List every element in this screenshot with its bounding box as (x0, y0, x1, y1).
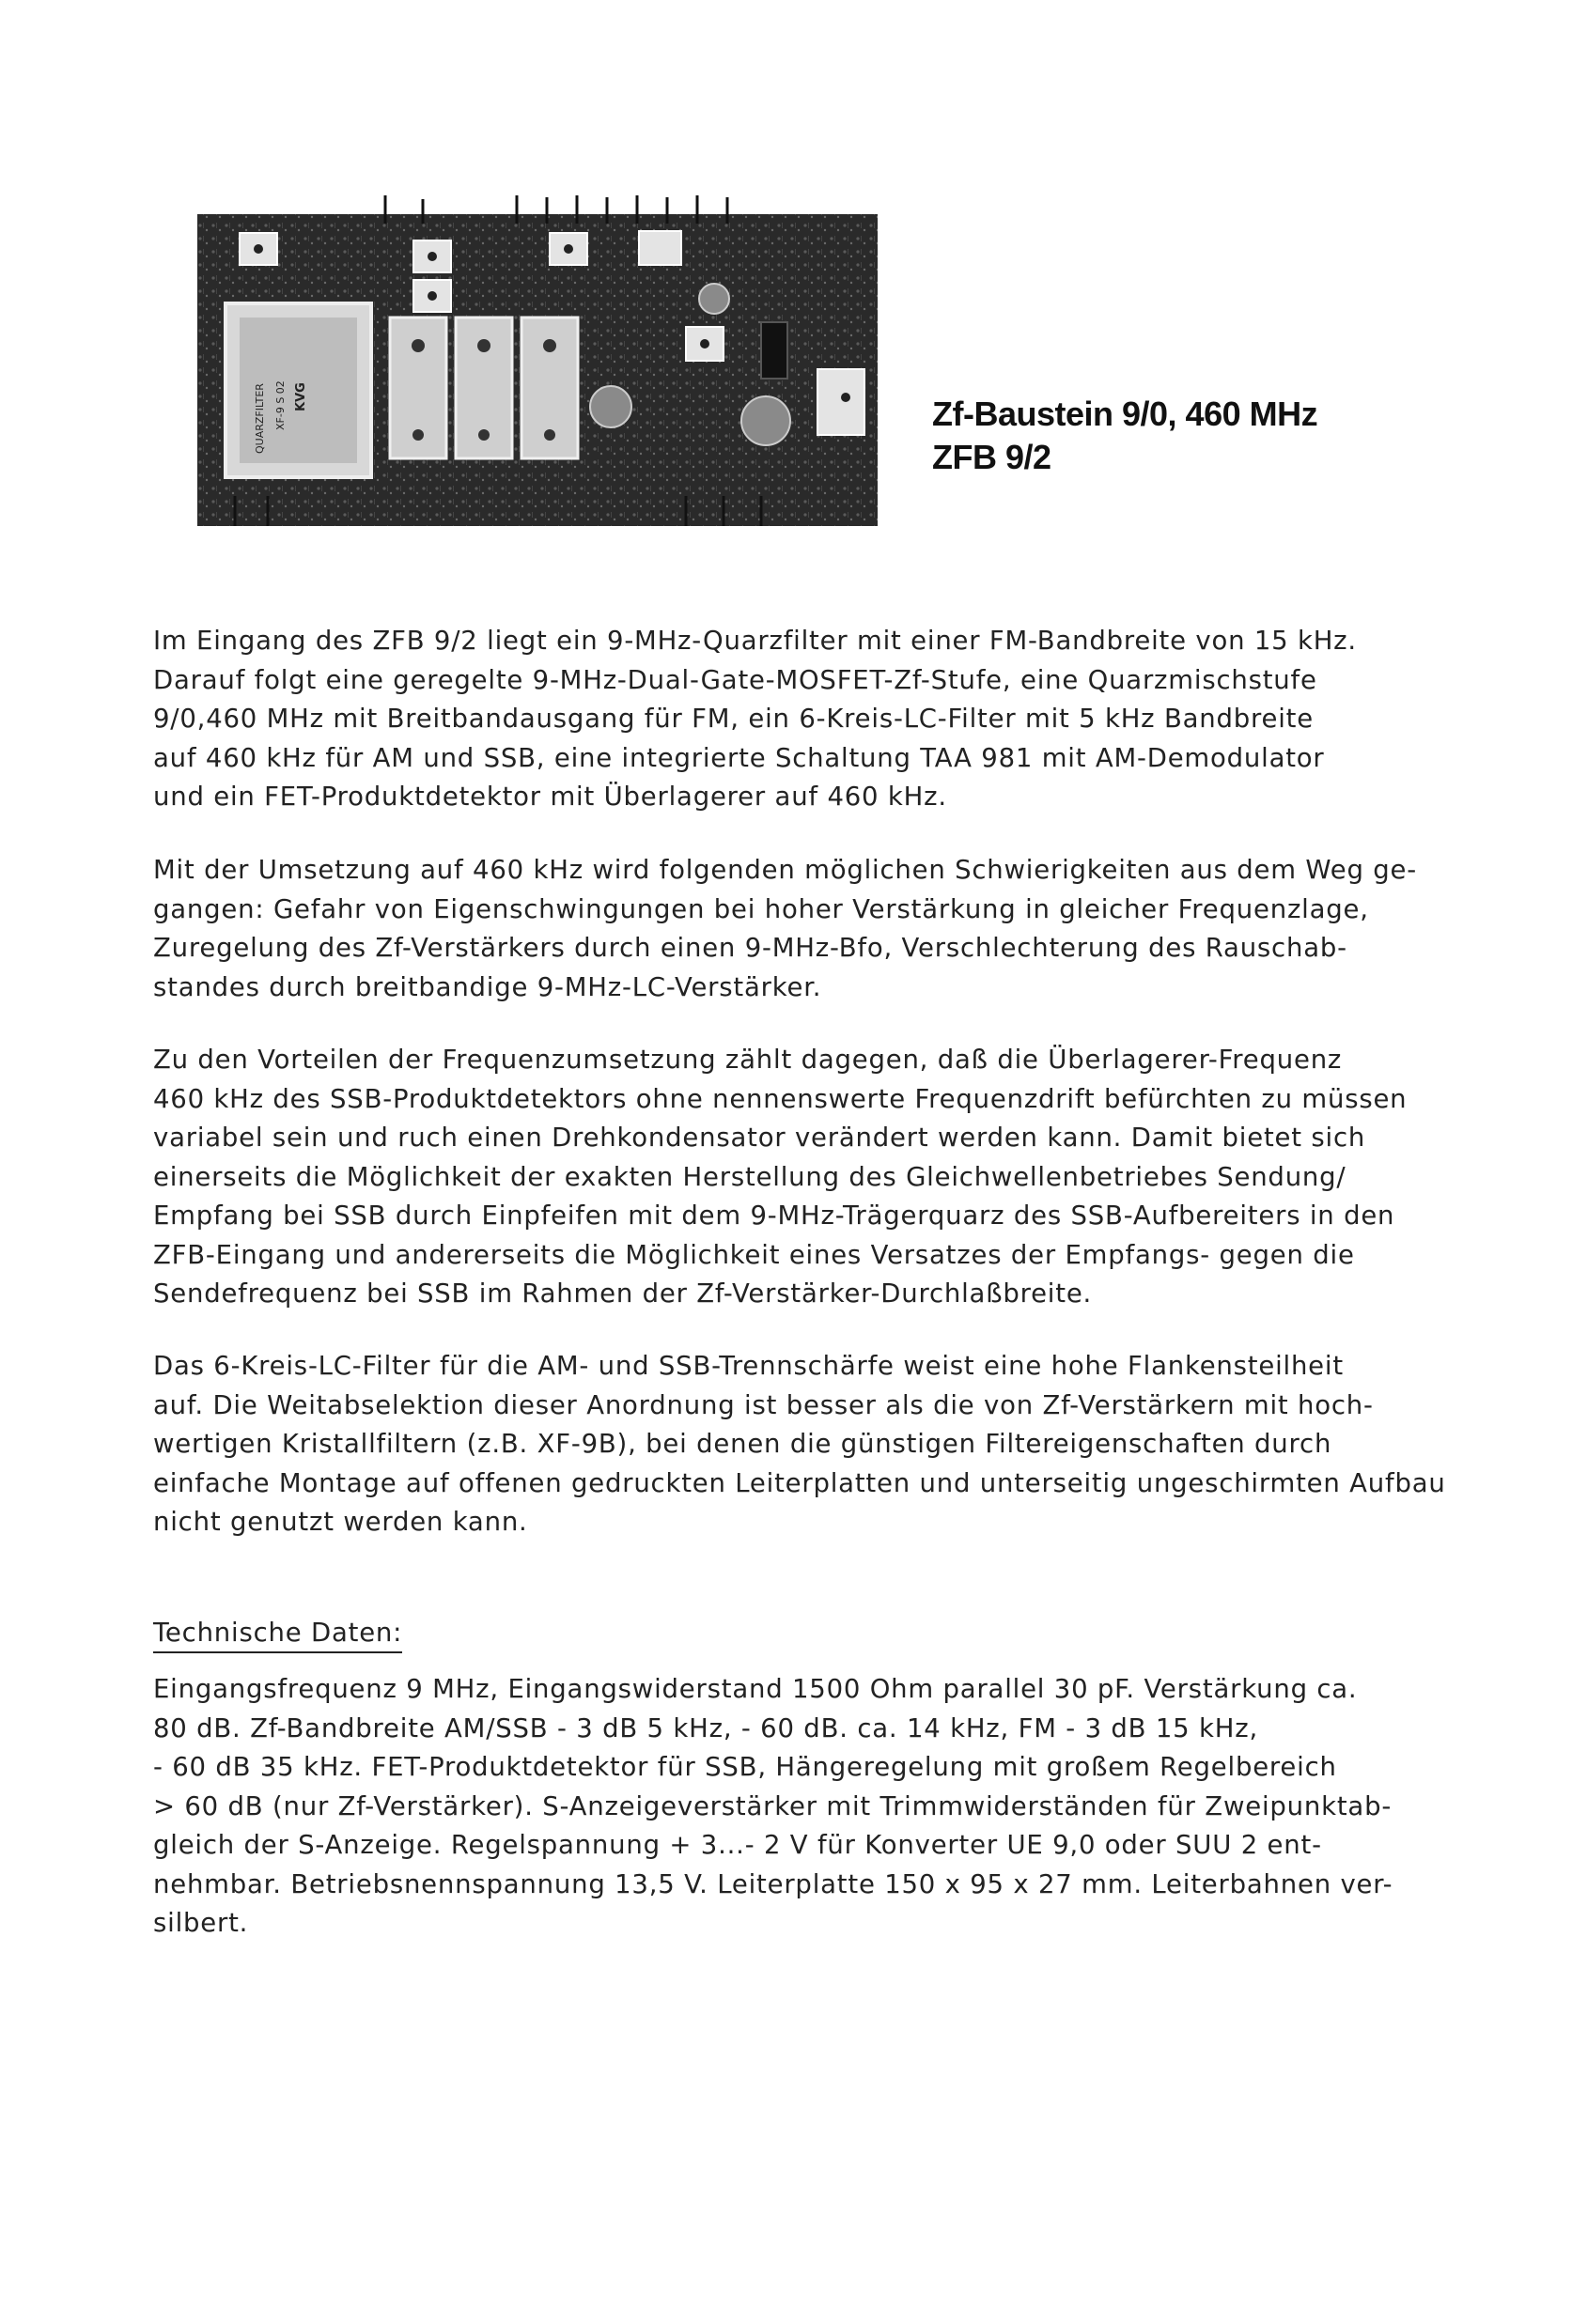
filter-type: XF-9 S 02 (274, 380, 287, 430)
text-line: variabel sein und ruch einen Drehkondensator verändert werden kann. Damit bietet sich (153, 1123, 1366, 1153)
text-line: Zuregelung des Zf-Verstärkers durch einen 9-MHz-Bfo, Verschlechterung des Rauschab- (153, 933, 1347, 963)
paragraph-advantages (153, 1041, 1487, 1314)
text-line: standes durch breitbandige 9-MHz-LC-Verstärker. (153, 971, 822, 1002)
text-line: > 60 dB (nur Zf-Verstärker). S-Anzeigeverstärker mit Trimmwiderständen für Zweipunktab- (153, 1790, 1393, 1821)
module-photo (197, 195, 878, 526)
text-line: 9/0,460 MHz mit Breitbandausgang für FM, ein 6-Kreis-LC-Filter mit 5 kHz Bandbreite (153, 704, 1314, 734)
product-model: ZFB 9/2 (932, 438, 1051, 476)
quartz-filter (226, 303, 371, 477)
text-line: Das 6-Kreis-LC-Filter für die AM- und SSB-Trennschärfe weist eine hohe Flankensteilheit (153, 1351, 1344, 1381)
tech-data-heading: Technische Daten: (153, 1614, 402, 1653)
text-line: und ein FET-Produktdetektor mit Überlagerer auf 460 kHz. (153, 782, 947, 812)
text-line: 460 kHz des SSB-Produktdetektors ohne nennenswerte Frequenzdrift befürchten zu müssen (153, 1083, 1408, 1114)
text-line: einfache Montage auf offenen gedruckten Leiterplatten und unterseitig ungeschirmten Aufbau (153, 1467, 1446, 1498)
text-line: gangen: Gefahr von Eigenschwingungen bei hoher Verstärkung in gleicher Frequenzlage, (153, 893, 1369, 924)
tech-data-text (153, 1670, 1487, 1944)
text-line: einerseits die Möglichkeit der exakten Herstellung des Gleichwellenbetriebes Sendung/ (153, 1161, 1346, 1192)
text-line: Empfang bei SSB durch Einpfeifen mit dem 9-MHz-Trägerquarz des SSB-Aufbereiters in den (153, 1201, 1395, 1231)
paragraph-intro (153, 622, 1487, 817)
text-line: Sendefrequenz bei SSB im Rahmen der Zf-Verstärker-Durchlaßbreite. (153, 1278, 1093, 1309)
text-line: 80 dB. Zf-Bandbreite AM/SSB - 3 dB 5 kHz, - 60 dB. ca. 14 kHz, FM - 3 dB 15 kHz, (153, 1712, 1258, 1743)
text-line: wertigen Kristallfiltern (z.B. XF-9B), bei denen die günstigen Filtereigenschaften durch (153, 1429, 1332, 1459)
text-line: nicht genutzt werden kann. (153, 1507, 528, 1537)
product-title: Zf-Baustein 9/0, 460 MHz (932, 395, 1318, 433)
text-line: nehmbar. Betriebsnennspannung 13,5 V. Leiterplatte 150 x 95 x 27 mm. Leiterbahnen ver- (153, 1868, 1393, 1899)
text-line: auf. Die Weitabselektion dieser Anordnung ist besser als die von Zf-Verstärkern mit hoch- (153, 1389, 1374, 1420)
text-line: gleich der S-Anzeige. Regelspannung + 3...- 2 V für Konverter UE 9,0 oder SUU 2 ent- (153, 1830, 1322, 1860)
text-line: Darauf folgt eine geregelte 9-MHz-Dual-Gate-MOSFET-Zf-Stufe, eine Quarzmischstufe (153, 664, 1317, 695)
text-line: Im Eingang des ZFB 9/2 liegt ein 9-MHz-Quarzfilter mit einer FM-Bandbreite von 15 kHz. (153, 626, 1357, 656)
text-line: Zu den Vorteilen der Frequenzumsetzung zählt dagegen, daß die Überlagerer-Frequenz (153, 1045, 1343, 1075)
text-line: Eingangsfrequenz 9 MHz, Eingangswiderstand 1500 Ohm parallel 30 pF. Verstärkung ca. (153, 1674, 1358, 1704)
filter-brand: KVG (294, 382, 308, 411)
text-line: Mit der Umsetzung auf 460 kHz wird folgenden möglichen Schwierigkeiten aus dem Weg ge- (153, 855, 1417, 885)
text-line: auf 460 kHz für AM und SSB, eine integrierte Schaltung TAA 981 mit AM-Demodulator (153, 742, 1325, 773)
filter-label: QUARZFILTER (254, 383, 266, 454)
text-line: silbert. (153, 1908, 249, 1938)
paragraph-conversion (153, 851, 1487, 1007)
product-heading (932, 393, 1317, 479)
text-line: - 60 dB 35 kHz. FET-Produktdetektor für SSB, Hängeregelung mit großem Regelbereich (153, 1752, 1337, 1782)
paragraph-filter (153, 1347, 1487, 1542)
text-line: ZFB-Eingang und andererseits die Möglichkeit eines Versatzes der Empfangs- gegen die (153, 1239, 1355, 1270)
